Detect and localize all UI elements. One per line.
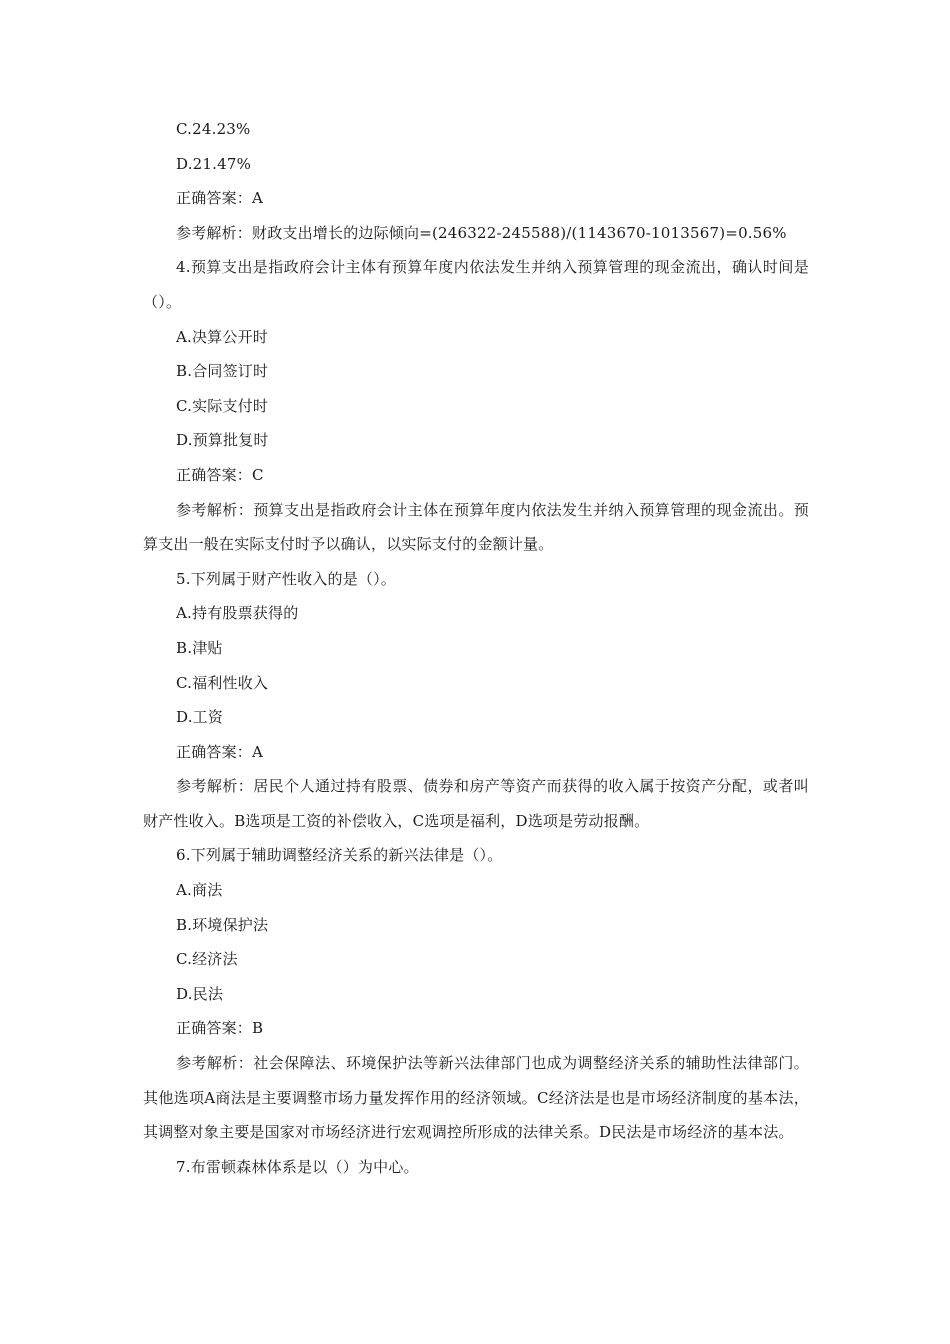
question-6: 6.下列属于辅助调整经济关系的新兴法律是（）。 [176,846,503,865]
answer-q5: 正确答案：A [176,742,264,761]
option-b-q4: B.合同签订时 [176,362,269,381]
option-b-q5: B.津贴 [176,638,223,657]
question-7: 7.布雷顿森林体系是以（）为中心。 [176,1157,419,1176]
option-c-q4: C.实际支付时 [176,396,269,415]
option-c-q3: C.24.23% [176,120,251,138]
document-body [143,112,809,1184]
option-a-q5: A.持有股票获得的 [176,604,299,623]
option-a-q4: A.决算公开时 [176,327,269,346]
option-a-q6: A.商法 [176,881,223,900]
answer-q6: 正确答案：B [176,1019,264,1038]
explanation-q5: 参考解析：居民个人通过持有股票、债券和房产等资产而获得的收入属于按资产分配，或者叫财产性收入。B选项是工资的补偿收入，C选项是福利，D选项是劳动报酬。 [143,777,809,830]
question-4: 4.预算支出是指政府会计主体有预算年度内依法发生并纳入预算管理的现金流出，确认时间是（）。 [143,258,809,311]
option-c-q6: C.经济法 [176,950,238,969]
explanation-q4: 参考解析：预算支出是指政府会计主体在预算年度内依法发生并纳入预算管理的现金流出。预算支出一般在实际支付时予以确认，以实际支付的金额计量。 [143,500,809,554]
option-d-q4: D.预算批复时 [176,431,269,450]
answer-q4: 正确答案：C [176,465,264,484]
option-c-q5: C.福利性收入 [176,673,269,692]
question-5: 5.下列属于财产性收入的是（）。 [176,569,397,588]
explanation-q6: 参考解析：社会保障法、环境保护法等新兴法律部门也成为调整经济关系的辅助性法律部门。其他选项A商法是主要调整市场力量发挥作用的经济领域。C经济法是也是市场经济制度的基本法，其调整对象主要是国家对市场经济进行宏观调控所形成的法律关系。D民法是市场经济的基本法。 [143,1054,809,1142]
option-d-q5: D.工资 [176,708,224,727]
option-d-q3: D.21.47% [176,154,252,173]
answer-q3: 正确答案：A [176,189,264,208]
option-d-q6: D.民法 [176,984,224,1003]
explanation-q3: 参考解析：财政支出增长的边际倾向=(246322-245588)/(1143670-1013567)=0.56% [176,223,787,242]
option-b-q6: B.环境保护法 [176,915,269,934]
